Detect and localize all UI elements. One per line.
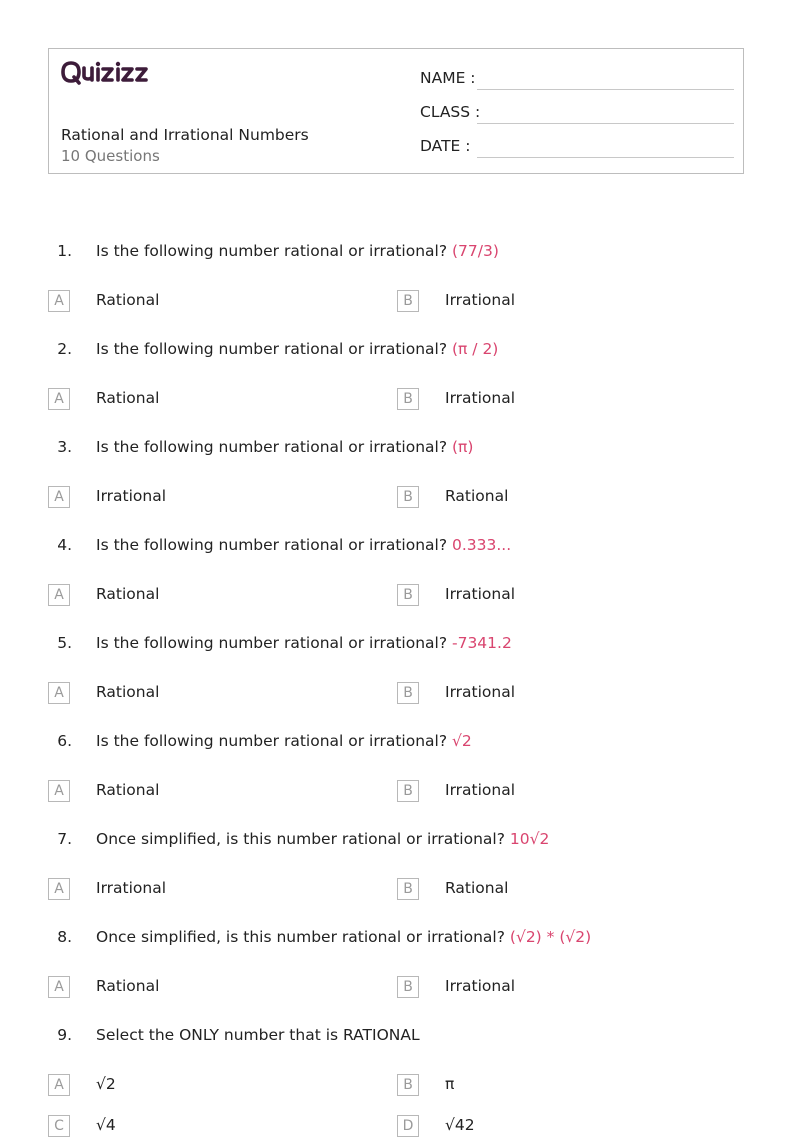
question-7: [0, 830, 794, 854]
class-label: CLASS :: [420, 103, 481, 121]
question-number: 9.: [57, 1026, 72, 1044]
option-b[interactable]: [397, 290, 697, 314]
option-letter: C: [48, 1115, 70, 1137]
question-6: [0, 732, 794, 756]
date-label: DATE :: [420, 137, 471, 155]
class-field[interactable]: [420, 103, 734, 127]
quizizz-logo: [61, 59, 153, 87]
option-letter: B: [397, 682, 419, 704]
question-2: [0, 340, 794, 364]
option-text: Irrational: [445, 585, 516, 603]
option-text: Rational: [96, 291, 160, 309]
option-letter: A: [48, 1074, 70, 1096]
option-letter: B: [397, 878, 419, 900]
question-number: 2.: [57, 340, 72, 358]
option-b[interactable]: [397, 388, 697, 412]
question-highlight: -7341.2: [451, 634, 512, 652]
worksheet-title: Rational and Irrational Numbers: [61, 126, 309, 144]
option-text: Rational: [96, 585, 160, 603]
option-text: Irrational: [96, 487, 167, 505]
option-letter: A: [48, 388, 70, 410]
option-letter: B: [397, 290, 419, 312]
option-letter: A: [48, 486, 70, 508]
option-c[interactable]: [48, 1115, 348, 1139]
option-text: Rational: [445, 487, 509, 505]
question-highlight: √2: [451, 732, 472, 750]
question-9: [0, 1026, 794, 1050]
option-a[interactable]: [48, 290, 348, 314]
name-line[interactable]: [477, 89, 734, 90]
option-b[interactable]: [397, 878, 697, 902]
option-a[interactable]: [48, 682, 348, 706]
question-5: [0, 634, 794, 658]
option-text: Rational: [96, 389, 160, 407]
quizizz-logo-icon: [61, 59, 153, 87]
question-count: 10 Questions: [61, 147, 160, 165]
question-text: Once simplified, is this number rational or irrational? (√2) * (√2): [96, 928, 592, 946]
question-text: Once simplified, is this number rational or irrational? 10√2: [96, 830, 550, 848]
option-text: Irrational: [445, 683, 516, 701]
option-letter: A: [48, 290, 70, 312]
option-letter: A: [48, 878, 70, 900]
option-text: √4: [96, 1116, 116, 1134]
option-text: √2: [96, 1075, 116, 1093]
question-8: [0, 928, 794, 952]
option-letter: A: [48, 682, 70, 704]
date-line[interactable]: [477, 157, 734, 158]
option-text: Irrational: [96, 879, 167, 897]
option-a[interactable]: [48, 1074, 348, 1098]
name-field[interactable]: [420, 69, 734, 93]
option-letter: A: [48, 780, 70, 802]
question-number: 8.: [57, 928, 72, 946]
question-number: 5.: [57, 634, 72, 652]
option-text: Rational: [96, 781, 160, 799]
option-a[interactable]: [48, 388, 348, 412]
question-text: Is the following number rational or irrational? √2: [96, 732, 472, 750]
question-highlight: (π): [451, 438, 474, 456]
question-number: 6.: [57, 732, 72, 750]
option-text: Irrational: [445, 977, 516, 995]
option-b[interactable]: [397, 682, 697, 706]
option-text: Irrational: [445, 389, 516, 407]
option-d[interactable]: [397, 1115, 697, 1139]
question-number: 1.: [57, 242, 72, 260]
option-b[interactable]: [397, 976, 697, 1000]
question-3: [0, 438, 794, 462]
option-letter: B: [397, 584, 419, 606]
option-text: Rational: [96, 977, 160, 995]
option-letter: B: [397, 780, 419, 802]
option-a[interactable]: [48, 878, 348, 902]
question-number: 3.: [57, 438, 72, 456]
option-a[interactable]: [48, 976, 348, 1000]
option-letter: B: [397, 976, 419, 998]
question-highlight: 10√2: [509, 830, 550, 848]
name-label: NAME :: [420, 69, 476, 87]
option-text: Irrational: [445, 781, 516, 799]
option-text: π: [445, 1075, 455, 1093]
option-a[interactable]: [48, 584, 348, 608]
question-text: Select the ONLY number that is RATIONAL: [96, 1026, 420, 1044]
question-number: 4.: [57, 536, 72, 554]
option-a[interactable]: [48, 486, 348, 510]
class-line[interactable]: [477, 123, 734, 124]
question-highlight: 0.333...: [451, 536, 512, 554]
question-highlight: (√2) * (√2): [509, 928, 592, 946]
date-field[interactable]: [420, 137, 734, 161]
option-letter: D: [397, 1115, 419, 1137]
question-highlight: (π / 2): [451, 340, 499, 358]
option-letter: A: [48, 976, 70, 998]
option-text: Irrational: [445, 291, 516, 309]
option-b[interactable]: [397, 486, 697, 510]
question-1: [0, 242, 794, 266]
question-text: Is the following number rational or irrational? (77/3): [96, 242, 499, 260]
question-number: 7.: [57, 830, 72, 848]
option-letter: B: [397, 1074, 419, 1096]
question-4: [0, 536, 794, 560]
question-text: Is the following number rational or irrational? -7341.2: [96, 634, 512, 652]
question-highlight: (77/3): [451, 242, 499, 260]
worksheet-header: [48, 48, 744, 174]
question-text: Is the following number rational or irrational? (π / 2): [96, 340, 499, 358]
option-letter: A: [48, 584, 70, 606]
option-letter: B: [397, 486, 419, 508]
option-a[interactable]: [48, 780, 348, 804]
option-letter: B: [397, 388, 419, 410]
question-text: Is the following number rational or irrational? (π): [96, 438, 474, 456]
question-text: Is the following number rational or irrational? 0.333...: [96, 536, 512, 554]
option-b[interactable]: [397, 1074, 697, 1098]
option-text: √42: [445, 1116, 475, 1134]
option-b[interactable]: [397, 780, 697, 804]
option-b[interactable]: [397, 584, 697, 608]
option-text: Rational: [96, 683, 160, 701]
option-text: Rational: [445, 879, 509, 897]
